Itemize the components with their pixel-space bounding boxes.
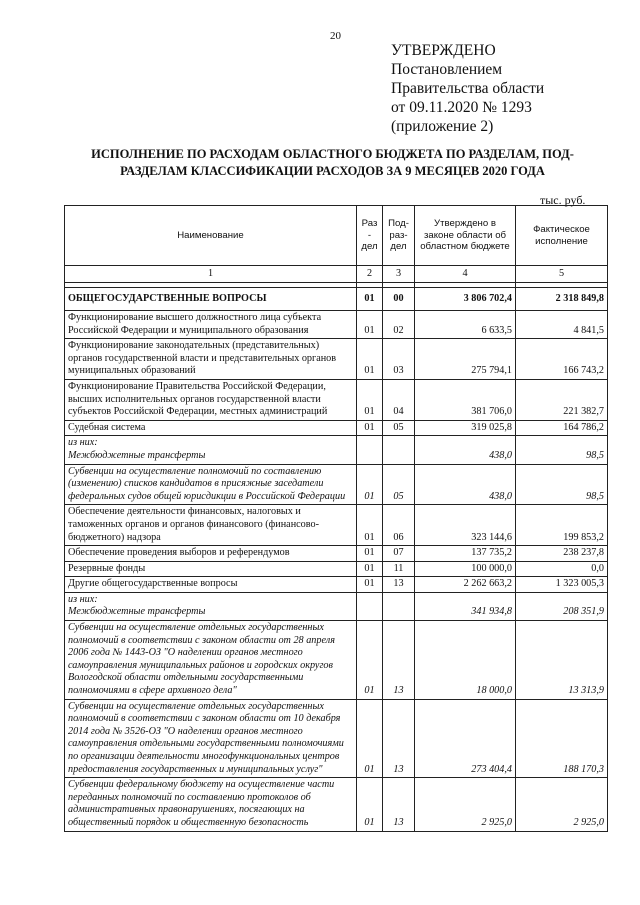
page-number: 20 [330,30,341,42]
row-razdel: 01 [357,420,383,436]
approval-line-2: Постановлением [391,61,503,78]
approval-stamp [391,41,544,136]
row-name: Резервные фонды [65,561,357,577]
row-actual: 2 925,0 [516,778,608,831]
row-approved: 381 706,0 [415,379,516,420]
col-number: 2 [357,266,383,283]
row-approved: 18 000,0 [415,621,516,700]
document-title-line-2: РАЗДЕЛАМ КЛАССИФИКАЦИИ РАСХОДОВ ЗА 9 МЕСЯЦЕВ 2020 ГОДА [120,164,545,178]
row-approved: 323 144,6 [415,505,516,546]
row-name [65,592,357,620]
row-razdel: 01 [357,577,383,593]
row-approved: 319 025,8 [415,420,516,436]
table-row [65,505,608,546]
row-name: Функционирование Правительства Российской Федерации, высших исполнительных органов государственной власти субъектов Российской Федерации, местных администраций [65,379,357,420]
col-number: 4 [415,266,516,283]
row-approved: 438,0 [415,436,516,464]
row-razdel: 01 [357,621,383,700]
row-podrazdel [383,436,415,464]
row-actual: 221 382,7 [516,379,608,420]
row-approved: 275 794,1 [415,339,516,380]
row-podrazdel: 05 [383,420,415,436]
row-podrazdel: 03 [383,339,415,380]
row-name [65,436,357,464]
approval-line-3: Правительства области [391,80,545,97]
header-name: Наименование [65,206,357,266]
row-razdel: 01 [357,699,383,778]
row-actual: 164 786,2 [516,420,608,436]
row-razdel: 01 [357,288,383,311]
row-actual: 166 743,2 [516,339,608,380]
row-razdel: 01 [357,778,383,831]
table-row [65,288,608,311]
document-title-line-1: ИСПОЛНЕНИЕ ПО РАСХОДАМ ОБЛАСТНОГО БЮДЖЕТА ПО РАЗДЕЛАМ, ПОД- [91,147,574,161]
table-row [65,436,608,464]
row-actual: 208 351,9 [516,592,608,620]
row-razdel: 01 [357,379,383,420]
row-approved: 341 934,8 [415,592,516,620]
row-actual: 1 323 005,3 [516,577,608,593]
row-podrazdel [383,592,415,620]
approval-line-5: (приложение 2) [391,118,494,135]
col-number: 5 [516,266,608,283]
row-name: Субвенции на осуществление полномочий по составлению (изменению) списков кандидатов в присяжные заседатели федеральных судов общей юрисдикции в Российской Федерации [65,464,357,505]
table-row [65,339,608,380]
row-podrazdel: 00 [383,288,415,311]
row-actual: 238 237,8 [516,546,608,562]
row-approved: 2 925,0 [415,778,516,831]
table-row [65,699,608,778]
row-name-prefix: из них: [68,437,98,449]
table-row [65,420,608,436]
row-name: Обеспечение проведения выборов и референдумов [65,546,357,562]
row-podrazdel: 04 [383,379,415,420]
table-row [65,546,608,562]
column-number-row [65,266,608,283]
row-name-prefix: из них: [68,593,98,605]
row-name: Субвенции федеральному бюджету на осуществление части переданных полномочий по составлению протоколов об административных правонарушениях, посягающих на общественный порядок и общественную безопасность [65,778,357,831]
table-header-row [65,206,608,266]
row-approved: 438,0 [415,464,516,505]
row-actual: 199 853,2 [516,505,608,546]
header-podrazdel: Под- раз- дел [383,206,415,266]
row-approved: 137 735,2 [415,546,516,562]
row-razdel [357,436,383,464]
row-actual: 0,0 [516,561,608,577]
document-title [60,146,605,180]
row-name: Функционирование высшего должностного лица субъекта Российской Федерации и муниципального образования [65,311,357,339]
row-approved: 273 404,4 [415,699,516,778]
row-actual: 13 313,9 [516,621,608,700]
header-razdel: Раз - дел [357,206,383,266]
approval-line-4: от 09.11.2020 № 1293 [391,99,532,116]
row-name: Судебная система [65,420,357,436]
row-actual: 4 841,5 [516,311,608,339]
header-approved: Утверждено в законе области об областном бюджете [415,206,516,266]
row-razdel: 01 [357,339,383,380]
header-actual: Фактическое исполнение [516,206,608,266]
row-name-main: Межбюджетные трансферты [68,606,206,618]
row-podrazdel: 11 [383,561,415,577]
row-razdel [357,592,383,620]
table-row [65,464,608,505]
table-row [65,561,608,577]
table-row [65,592,608,620]
row-name-main: Межбюджетные трансферты [68,449,206,461]
row-actual: 98,5 [516,464,608,505]
row-approved: 2 262 663,2 [415,577,516,593]
row-name: Другие общегосударственные вопросы [65,577,357,593]
row-name: Субвенции на осуществление отдельных государственных полномочий в соответствии с законом области от 28 апреля 2006 года № 1443-ОЗ "О наделении органов местного самоуправления муниципальных районов и городских округов Вологодской области отдельными государственными полномочиями в сфере архивного дела" [65,621,357,700]
units-label: тыс. руб. [540,193,586,207]
row-actual: 2 318 849,8 [516,288,608,311]
approval-line-1: УТВЕРЖДЕНО [391,42,496,59]
row-name: Субвенции на осуществление отдельных государственных полномочий в соответствии с законом области от 10 декабря 2014 года № 3526-ОЗ "О наделении органов местного самоуправления отдельными государственными полномочиями по организации деятельности многофункциональных центров предоставления государственных и муниципальных услуг" [65,699,357,778]
row-razdel: 01 [357,546,383,562]
row-podrazdel: 02 [383,311,415,339]
row-name: ОБЩЕГОСУДАРСТВЕННЫЕ ВОПРОСЫ [65,288,357,311]
table-row [65,621,608,700]
table-row [65,379,608,420]
row-podrazdel: 13 [383,699,415,778]
row-approved: 3 806 702,4 [415,288,516,311]
row-razdel: 01 [357,561,383,577]
row-name: Функционирование законодательных (представительных) органов государственной власти и представительных органов муниципальных образований [65,339,357,380]
row-podrazdel: 05 [383,464,415,505]
row-actual: 188 170,3 [516,699,608,778]
row-approved: 100 000,0 [415,561,516,577]
row-actual: 98,5 [516,436,608,464]
col-number: 1 [65,266,357,283]
row-podrazdel: 07 [383,546,415,562]
row-razdel: 01 [357,464,383,505]
row-razdel: 01 [357,311,383,339]
table-row [65,311,608,339]
row-podrazdel: 13 [383,577,415,593]
row-podrazdel: 13 [383,778,415,831]
table-row [65,577,608,593]
row-podrazdel: 13 [383,621,415,700]
col-number: 3 [383,266,415,283]
row-name: Обеспечение деятельности финансовых, налоговых и таможенных органов и органов финансового (финансово-бюджетного) надзора [65,505,357,546]
row-razdel: 01 [357,505,383,546]
table-row [65,778,608,831]
row-approved: 6 633,5 [415,311,516,339]
row-podrazdel: 06 [383,505,415,546]
expenditure-table [64,205,608,832]
